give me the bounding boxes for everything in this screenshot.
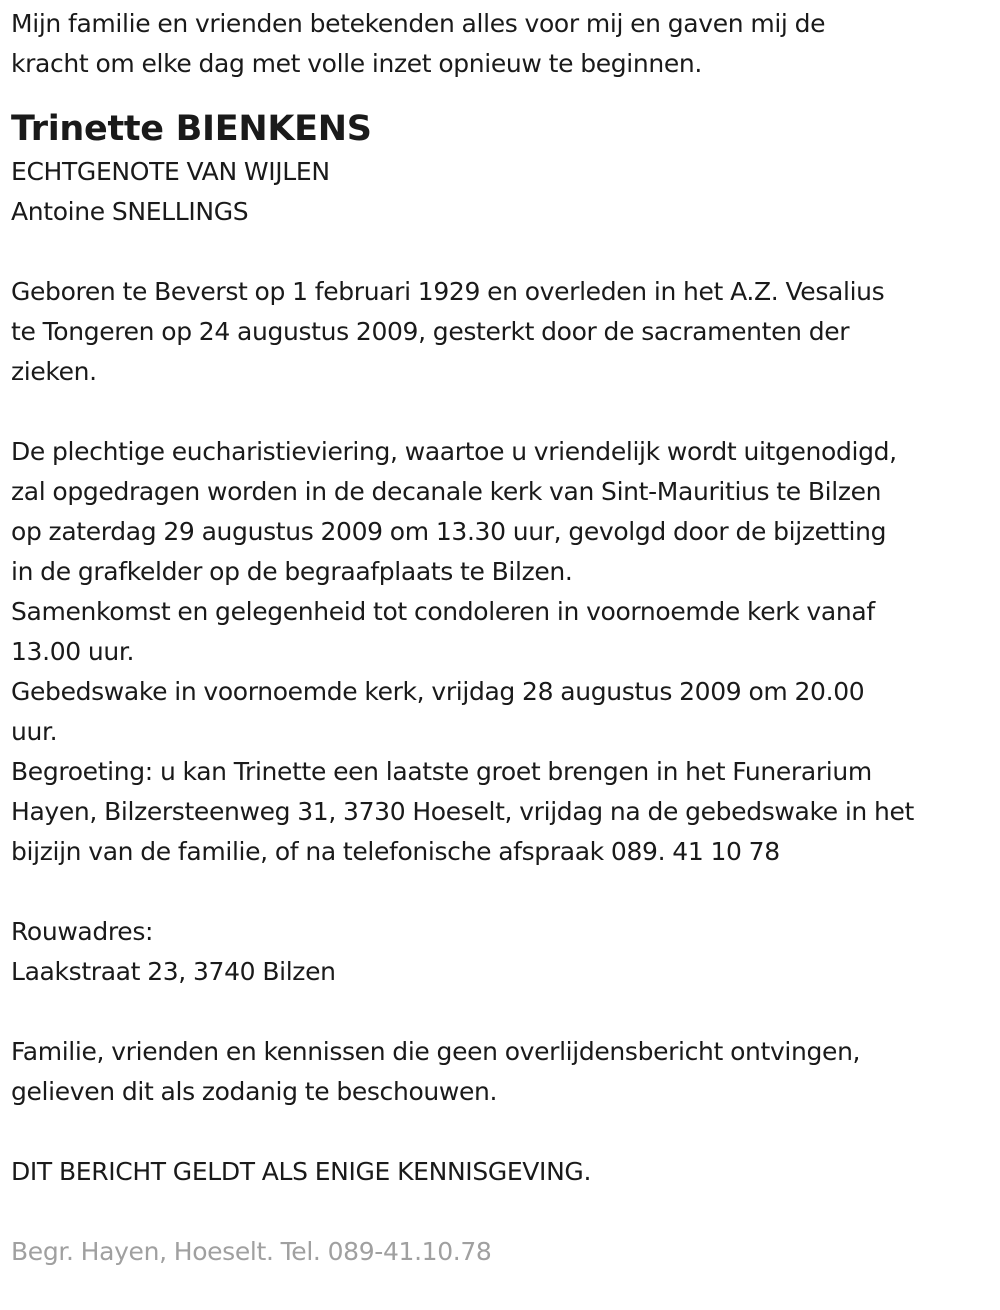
official-notice: DIT BERICHT GELDT ALS ENIGE KENNISGEVING. [11, 1157, 592, 1186]
ceremony-line: De plechtige eucharistieviering, waartoe u vriendelijk wordt uitgenodigd, [11, 437, 897, 466]
motto-paragraph [11, 4, 995, 84]
deceased-block [11, 106, 995, 232]
motto-line: Mijn familie en vrienden betekenden alles voor mij en gaven mij de [11, 9, 826, 38]
ceremony-line: bijzijn van de familie, of na telefonische afspraak 089. 41 10 78 [11, 837, 780, 866]
notice-line: gelieven dit als zodanig te beschouwen. [11, 1077, 498, 1106]
motto-line: kracht om elke dag met volle inzet opnieuw te beginnen. [11, 49, 702, 78]
ceremony-line: Hayen, Bilzersteenweg 31, 3730 Hoeselt, vrijdag na de gebedswake in het [11, 797, 914, 826]
notice-paragraph [11, 1032, 995, 1112]
ceremony-line: uur. [11, 717, 58, 746]
ceremony-line: Gebedswake in voornoemde kerk, vrijdag 28 augustus 2009 om 20.00 [11, 677, 865, 706]
relation-label: ECHTGENOTE VAN WIJLEN [11, 157, 330, 186]
birth-death-line: zieken. [11, 357, 97, 386]
mourning-address-block [11, 912, 995, 992]
birth-death-line: te Tongeren op 24 augustus 2009, gesterkt door de sacramenten der [11, 317, 850, 346]
notice-line: Familie, vrienden en kennissen die geen overlijdensbericht ontvingen, [11, 1037, 861, 1066]
deceased-name: Trinette BIENKENS [11, 109, 372, 149]
ceremony-line: zal opgedragen worden in de decanale kerk van Sint-Mauritius te Bilzen [11, 477, 882, 506]
obituary-notice [11, 4, 995, 1272]
mourning-address: Laakstraat 23, 3740 Bilzen [11, 957, 336, 986]
funeral-home-footer: Begr. Hayen, Hoeselt. Tel. 089-41.10.78 [11, 1237, 492, 1266]
birth-death-line: Geboren te Beverst op 1 februari 1929 en overleden in het A.Z. Vesalius [11, 277, 885, 306]
ceremony-line: op zaterdag 29 augustus 2009 om 13.30 uur, gevolgd door de bijzetting [11, 517, 887, 546]
ceremony-line: in de grafkelder op de begraafplaats te Bilzen. [11, 557, 573, 586]
ceremony-line: Samenkomst en gelegenheid tot condoleren in voornoemde kerk vanaf [11, 597, 875, 626]
mourning-address-label: Rouwadres: [11, 917, 154, 946]
birth-death-paragraph [11, 272, 995, 392]
ceremony-paragraph [11, 432, 995, 872]
spouse-name: Antoine SNELLINGS [11, 197, 249, 226]
ceremony-line: Begroeting: u kan Trinette een laatste groet brengen in het Funerarium [11, 757, 872, 786]
ceremony-line: 13.00 uur. [11, 637, 135, 666]
